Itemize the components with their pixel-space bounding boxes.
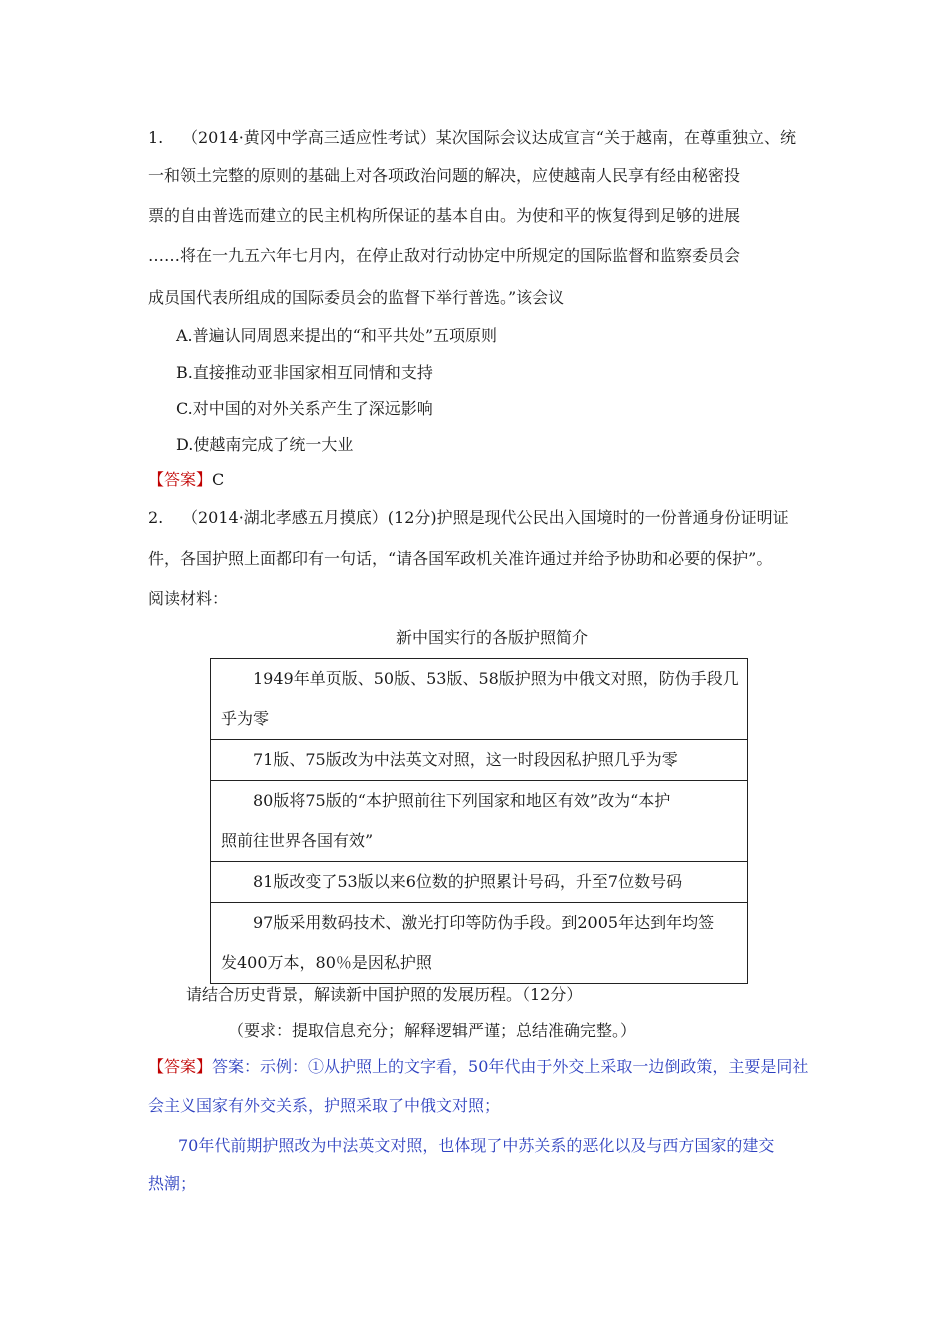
table-row bbox=[211, 659, 748, 740]
q2-prompt: 请结合历史背景，解读新中国护照的发展历程。（12分） bbox=[186, 985, 583, 1004]
table-row bbox=[211, 862, 748, 903]
q1-stem-line-5: 成员国代表所组成的国际委员会的监督下举行普选。”该会议 bbox=[148, 288, 565, 307]
q2-answer-text-1: 答案：示例：①从护照上的文字看，50年代由于外交上采取一边倒政策，主要是同社 bbox=[212, 1057, 809, 1076]
q1-stem-line-1: （2014·黄冈中学高三适应性考试）某次国际会议达成宣言“关于越南，在尊重独立、统 bbox=[182, 128, 796, 147]
q1-option-a: A.普遍认同周恩来提出的“和平共处”五项原则 bbox=[176, 326, 498, 345]
q2-answer-line-4: 热潮； bbox=[148, 1174, 197, 1193]
q2-stem-line-3: 阅读材料： bbox=[148, 589, 229, 608]
table-cell-line: 发400万本，80％是因私护照 bbox=[221, 953, 432, 972]
table-cell-line: 1949年单页版、50版、53版、58版护照为中俄文对照，防伪手段几 bbox=[253, 669, 739, 688]
table-cell-line: 照前往世界各国有效” bbox=[221, 831, 374, 850]
table-cell-line: 97版采用数码技术、激光打印等防伪手段。到2005年达到年均签 bbox=[253, 913, 715, 932]
passport-table bbox=[210, 658, 748, 984]
q2-stem-line-1: （2014·湖北孝感五月摸底）(12分)护照是现代公民出入国境时的一份普通身份证明证 bbox=[182, 508, 789, 527]
table-title: 新中国实行的各版护照简介 bbox=[396, 628, 589, 647]
q1-option-c: C.对中国的对外关系产生了深远影响 bbox=[176, 399, 433, 418]
table-row bbox=[211, 903, 748, 984]
q2-number: 2. bbox=[148, 508, 164, 527]
q1-answer bbox=[148, 470, 224, 490]
table-cell-line: 71版、75版改为中法英文对照，这一时段因私护照几乎为零 bbox=[253, 750, 678, 769]
q2-requirement: （要求：提取信息充分；解释逻辑严谨；总结准确完整。） bbox=[228, 1021, 637, 1040]
table-cell-line: 81版改变了53版以来6位数的护照累计号码，升至7位数号码 bbox=[253, 872, 683, 891]
q1-option-b: B.直接推动亚非国家相互同情和支持 bbox=[176, 363, 433, 382]
q1-answer-value: C bbox=[212, 470, 225, 489]
q1-answer-label: 【答案】 bbox=[148, 470, 213, 489]
q1-option-d: D.使越南完成了统一大业 bbox=[176, 435, 354, 454]
q2-stem-line-2: 件，各国护照上面都印有一句话，“请各国军政机关准许通过并给予协助和必要的保护”。 bbox=[148, 549, 773, 568]
table-row bbox=[211, 740, 748, 781]
q2-answer-line-3: 70年代前期护照改为中法英文对照，也体现了中苏关系的恶化以及与西方国家的建交 bbox=[178, 1136, 775, 1155]
q1-stem-line-2: 一和领土完整的原则的基础上对各项政治问题的解决，应使越南人民享有经由秘密投 bbox=[148, 166, 741, 185]
q2-answer-label: 【答案】 bbox=[148, 1057, 213, 1076]
q2-answer-line-1 bbox=[148, 1057, 808, 1077]
q2-answer-line-2: 会主义国家有外交关系，护照采取了中俄文对照； bbox=[148, 1096, 501, 1115]
table-cell-line: 80版将75版的“本护照前往下列国家和地区有效”改为“本护 bbox=[253, 791, 671, 810]
q1-stem-line-4: ……将在一九五六年七月内，在停止敌对行动协定中所规定的国际监督和监察委员会 bbox=[148, 246, 741, 265]
table-cell-line: 乎为零 bbox=[221, 709, 270, 728]
table-row bbox=[211, 781, 748, 862]
q1-number: 1. bbox=[148, 128, 164, 147]
q1-stem-line-3: 票的自由普选而建立的民主机构所保证的基本自由。为使和平的恢复得到足够的进展 bbox=[148, 206, 741, 225]
